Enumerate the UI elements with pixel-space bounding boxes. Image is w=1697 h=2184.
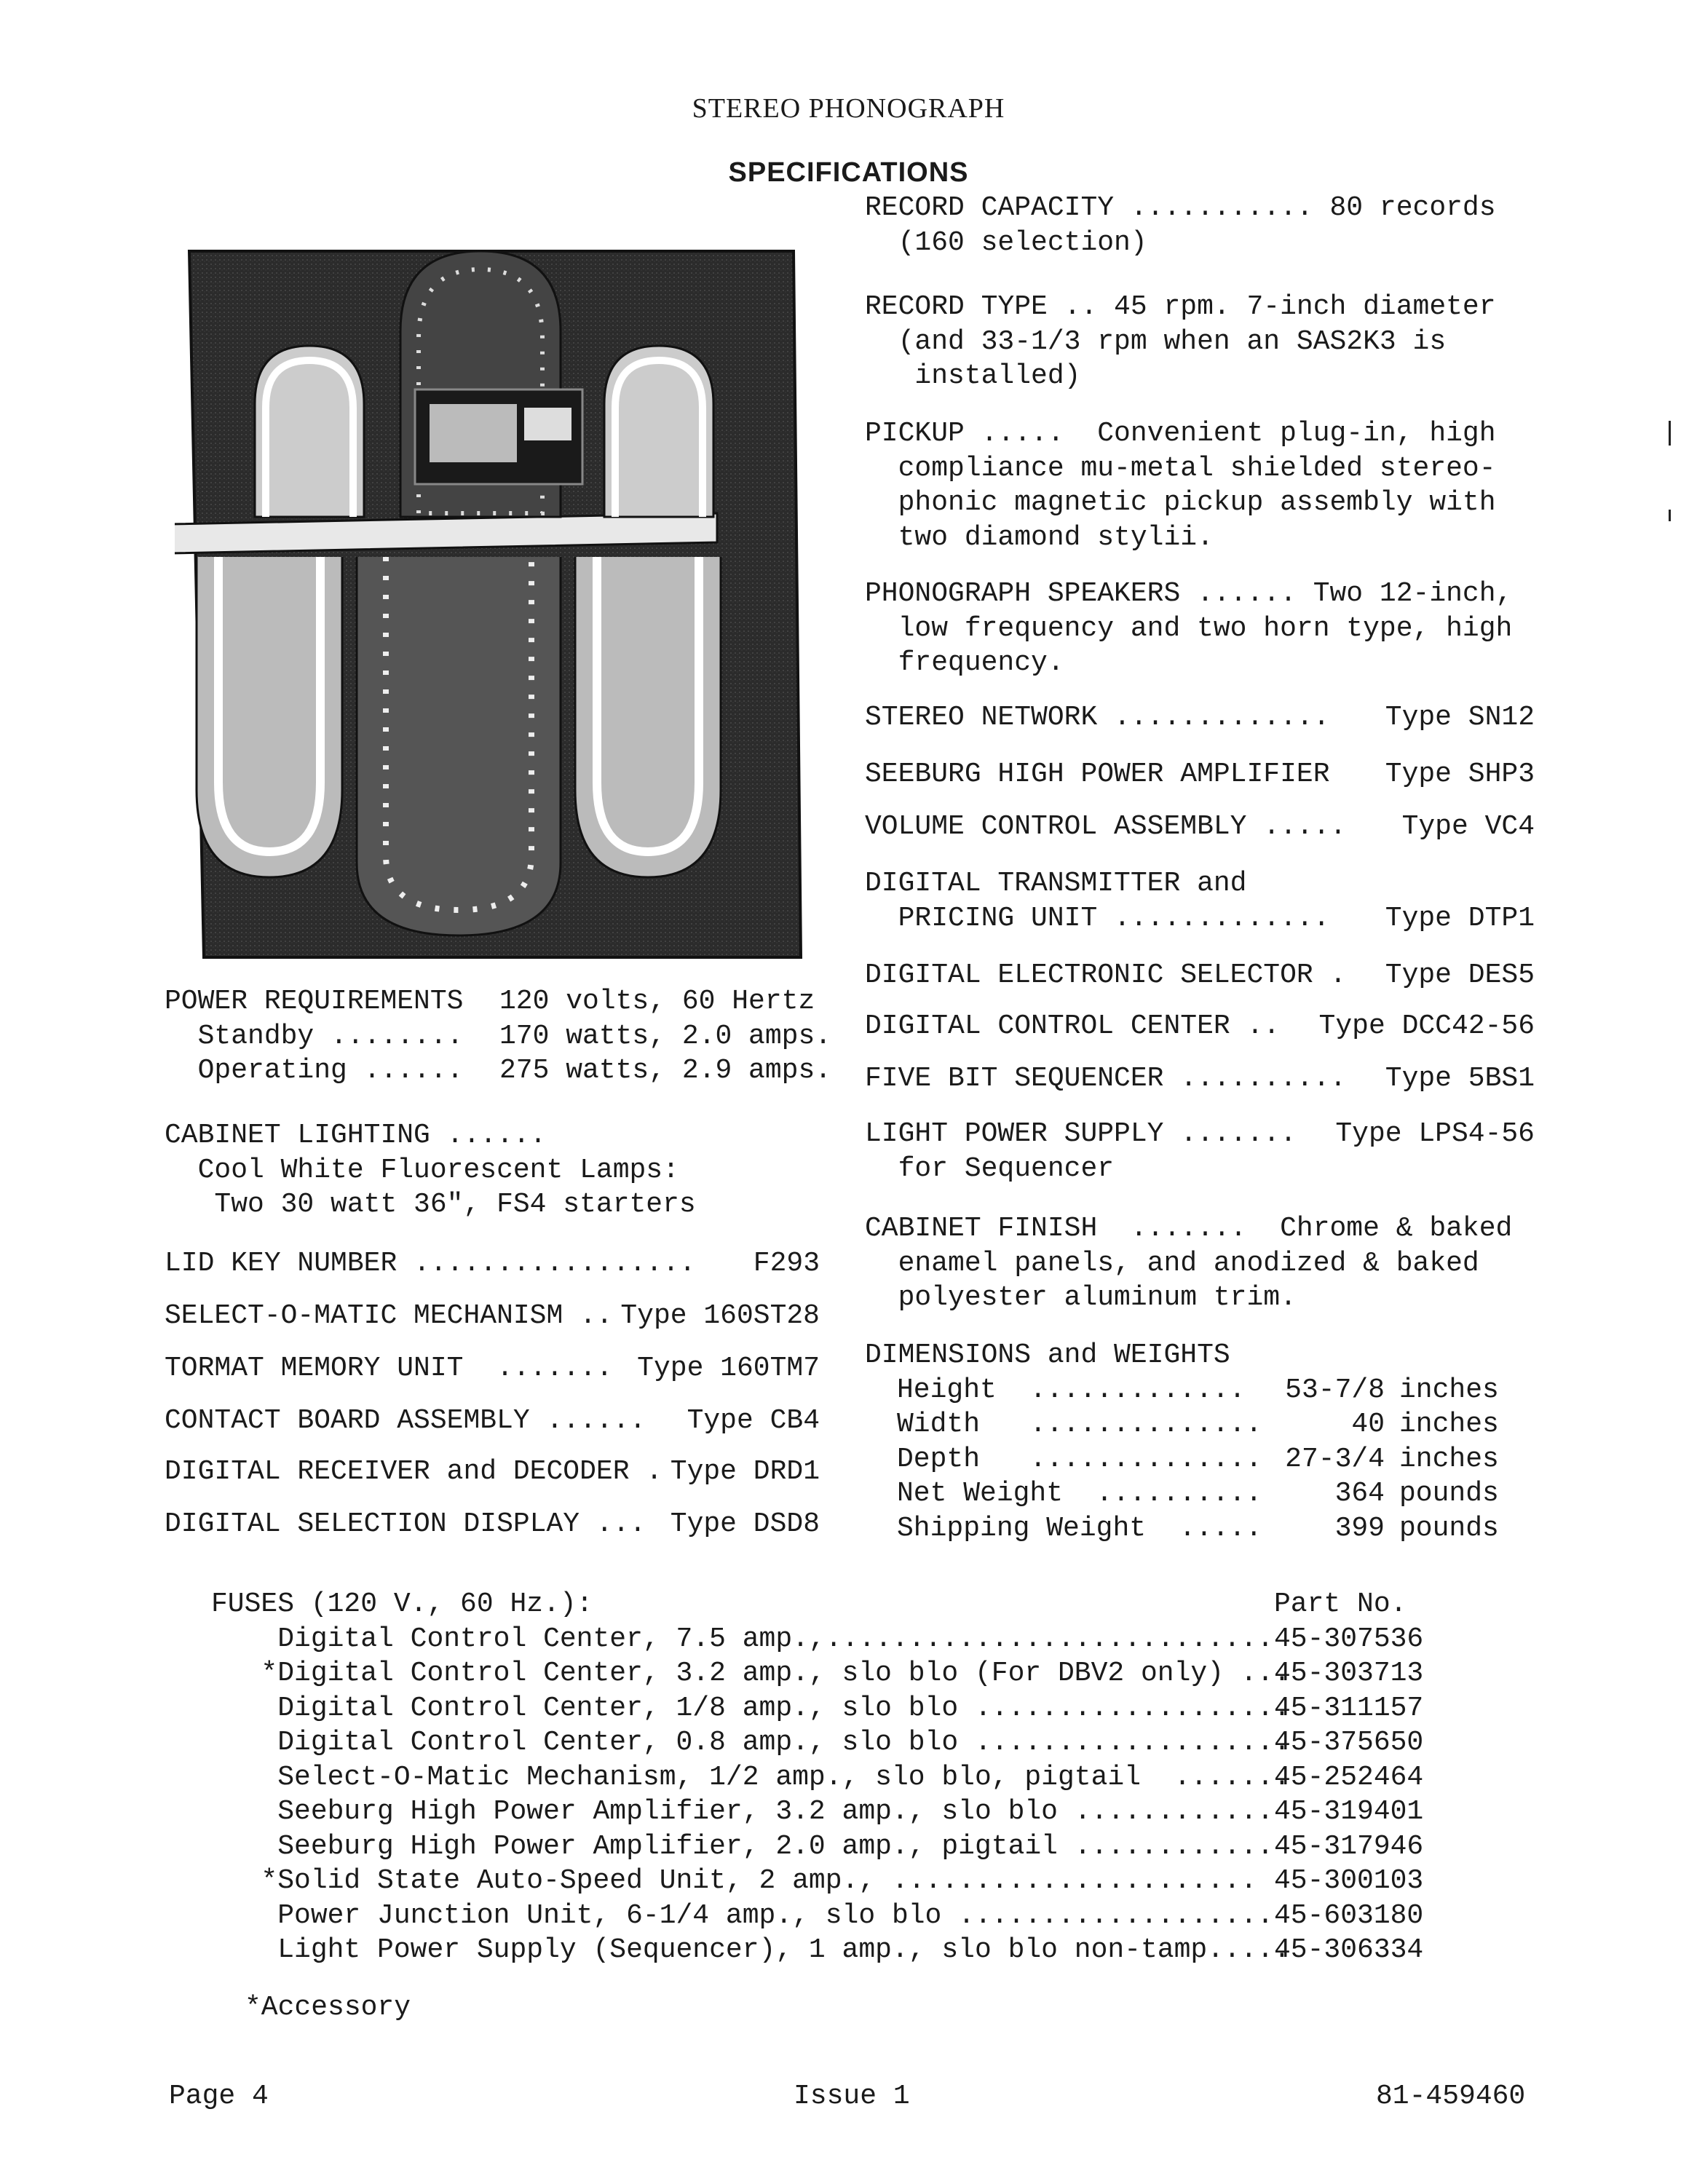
fuse-description: Digital Control Center, 1/8 amp., slo blo ...................	[211, 1692, 1291, 1724]
record-type-line-3: installed)	[865, 360, 1081, 392]
record-capacity-line-2: (160 selection)	[865, 226, 1147, 258]
light-supply-sub: for Sequencer	[865, 1152, 1115, 1184]
accessory-note: *Accessory	[245, 1992, 411, 2023]
dimension-row	[865, 1407, 1535, 1442]
spec-dimensions	[865, 1338, 1535, 1546]
control-center-label: DIGITAL CONTROL CENTER ..	[865, 1010, 1281, 1042]
receiver-label: DIGITAL RECEIVER and DECODER .	[165, 1456, 663, 1487]
record-type-line-2: (and 33-1/3 rpm when an SAS2K3 is	[865, 325, 1447, 357]
speakers-line-2: low frequency and two horn type, high	[865, 612, 1513, 644]
fuse-description: Select-O-Matic Mechanism, 1/2 amp., slo blo, pigtail .......	[211, 1761, 1291, 1793]
dimension-value: 53-7/8	[1285, 1374, 1385, 1406]
finish-line-2: enamel panels, and anodized & baked	[865, 1247, 1479, 1279]
transmitter-line-1: DIGITAL TRANSMITTER and	[865, 868, 1247, 899]
footer-issue: Issue 1	[794, 2081, 910, 2112]
lid-key-label: LID KEY NUMBER .................	[165, 1248, 696, 1279]
fuse-row	[211, 1760, 1492, 1795]
record-capacity-line-1: RECORD CAPACITY ........... 80 records	[865, 192, 1496, 223]
spec-tormat	[165, 1351, 820, 1386]
select-o-matic-value: Type 160ST28	[620, 1300, 820, 1332]
dimension-value: 27-3/4	[1285, 1443, 1385, 1475]
scan-mark	[1669, 510, 1671, 521]
fuse-row	[211, 1691, 1492, 1726]
pickup-line-1: PICKUP ..... Convenient plug-in, high	[865, 418, 1496, 449]
spec-light-supply	[865, 1117, 1535, 1186]
spec-display	[165, 1507, 820, 1542]
spec-finish	[865, 1211, 1535, 1315]
speakers-line-3: frequency.	[865, 647, 1064, 678]
dimension-label: Depth ..............	[897, 1443, 1262, 1475]
operating-label: Operating ......	[165, 1055, 464, 1086]
amplifier-value: Type SHP3	[1385, 759, 1535, 790]
contact-board-value: Type CB4	[687, 1405, 820, 1436]
speakers-line-1: PHONOGRAPH SPEAKERS ...... Two 12-inch,	[865, 578, 1513, 609]
part-number-header: Part No.	[1274, 1588, 1407, 1620]
selector-value: Type DES5	[1385, 960, 1535, 991]
fuse-part-number: 45-311157	[1274, 1692, 1424, 1724]
fuse-row	[211, 1795, 1492, 1829]
spec-speakers	[865, 577, 1535, 681]
amplifier-label: SEEBURG HIGH POWER AMPLIFIER	[865, 759, 1330, 790]
display-value: Type DSD8	[670, 1508, 820, 1540]
spec-record-capacity	[865, 191, 1535, 260]
tormat-value: Type 160TM7	[637, 1353, 820, 1384]
spec-lid-key	[165, 1246, 820, 1281]
dimension-unit: inches	[1399, 1374, 1499, 1406]
fuse-description: *Digital Control Center, 3.2 amp., slo blo (For DBV2 only) ...	[211, 1658, 1291, 1689]
pickup-line-3: phonic magnetic pickup assembly with	[865, 487, 1496, 518]
footer-page-number: Page 4	[169, 2081, 269, 2112]
fuse-row	[211, 1656, 1492, 1691]
spec-amplifier	[865, 757, 1535, 792]
dimension-value: 399	[1334, 1512, 1385, 1544]
spec-receiver	[165, 1455, 820, 1489]
fuse-row	[211, 1864, 1492, 1899]
fuse-row	[211, 1725, 1492, 1760]
power-row	[165, 984, 842, 1019]
dimension-label: Shipping Weight .....	[897, 1512, 1262, 1544]
dimension-row	[865, 1442, 1535, 1477]
dimension-label: Width ..............	[897, 1409, 1262, 1440]
section-title: SPECIFICATIONS	[728, 157, 969, 188]
fuse-row	[211, 1829, 1492, 1864]
standby-label: Standby ........	[165, 1020, 464, 1052]
scan-mark	[1669, 421, 1671, 446]
selector-label: DIGITAL ELECTRONIC SELECTOR .	[865, 960, 1347, 991]
select-o-matic-label: SELECT-O-MATIC MECHANISM ..	[165, 1300, 613, 1332]
fuse-description: Seeburg High Power Amplifier, 3.2 amp., slo blo ............	[211, 1796, 1274, 1827]
fuse-part-number: 45-300103	[1274, 1865, 1424, 1896]
tormat-label: TORMAT MEMORY UNIT .......	[165, 1353, 613, 1384]
spec-power	[165, 984, 842, 1088]
dimensions-title: DIMENSIONS and WEIGHTS	[865, 1340, 1230, 1371]
fuse-row	[211, 1622, 1492, 1657]
volume-value: Type VC4	[1401, 811, 1535, 842]
jukebox-drawing	[175, 237, 815, 968]
fuses-header-row	[211, 1587, 1492, 1622]
spec-contact-board	[165, 1404, 820, 1439]
spec-lighting	[165, 1118, 827, 1222]
fuse-description: Digital Control Center, 7.5 amp.,...........................	[211, 1623, 1274, 1655]
contact-board-label: CONTACT BOARD ASSEMBLY ......	[165, 1405, 646, 1436]
power-label: POWER REQUIREMENTS	[165, 986, 464, 1017]
lighting-line-2: Cool White Fluorescent Lamps:	[165, 1154, 679, 1186]
fuse-description: Digital Control Center, 0.8 amp., slo blo ...................	[211, 1727, 1291, 1758]
transmitter-label: PRICING UNIT .............	[865, 902, 1330, 934]
spec-stereo-network	[865, 700, 1535, 735]
spec-pickup	[865, 416, 1535, 555]
spec-sequencer	[865, 1061, 1535, 1096]
spec-volume	[865, 810, 1535, 844]
transmitter-value: Type DTP1	[1385, 902, 1535, 934]
lid-key-value: F293	[753, 1248, 820, 1279]
lighting-line-1: CABINET LIGHTING ......	[165, 1120, 547, 1151]
spec-transmitter	[865, 866, 1535, 935]
dimension-label: Net Weight ..........	[897, 1478, 1262, 1509]
dimension-unit: pounds	[1399, 1512, 1499, 1544]
fuse-row	[211, 1933, 1492, 1968]
standby-row	[165, 1019, 842, 1054]
fuses-title: FUSES (120 V., 60 Hz.):	[211, 1588, 593, 1620]
operating-value: 275 watts, 2.9 amps.	[499, 1055, 832, 1086]
fuse-description: Power Junction Unit, 6-1/4 amp., slo blo ...................	[211, 1899, 1274, 1931]
fuses-table	[211, 1587, 1492, 1968]
receiver-value: Type DRD1	[670, 1456, 820, 1487]
volume-label: VOLUME CONTROL ASSEMBLY .....	[865, 811, 1347, 842]
pickup-line-2: compliance mu-metal shielded stereo-	[865, 452, 1496, 484]
finish-line-1: CABINET FINISH ....... Chrome & baked	[865, 1213, 1513, 1244]
stereo-network-value: Type SN12	[1385, 702, 1535, 733]
record-type-line-1: RECORD TYPE .. 45 rpm. 7-inch diameter	[865, 291, 1496, 323]
pickup-line-4: two diamond stylii.	[865, 521, 1214, 553]
footer-document-number: 81-459460	[1376, 2081, 1526, 2112]
dimension-unit: inches	[1399, 1409, 1499, 1440]
spec-record-type	[865, 290, 1535, 394]
fuse-row	[211, 1899, 1492, 1934]
fuse-part-number: 45-252464	[1274, 1761, 1424, 1793]
document-header: STEREO PHONOGRAPH	[692, 93, 1005, 124]
fuse-description: Seeburg High Power Amplifier, 2.0 amp., pigtail ............	[211, 1830, 1274, 1862]
fuse-part-number: 45-303713	[1274, 1658, 1424, 1689]
stereo-network-label: STEREO NETWORK .............	[865, 702, 1330, 733]
dimension-row	[865, 1476, 1535, 1511]
dimension-value: 364	[1334, 1478, 1385, 1509]
sequencer-value: Type 5BS1	[1385, 1063, 1535, 1094]
fuse-description: Light Power Supply (Sequencer), 1 amp., slo blo non-tamp.....	[211, 1934, 1291, 1966]
light-supply-value: Type LPS4-56	[1335, 1118, 1535, 1150]
fuse-part-number: 45-375650	[1274, 1727, 1424, 1758]
fuse-part-number: 45-317946	[1274, 1830, 1424, 1862]
control-center-value: Type DCC42-56	[1318, 1010, 1535, 1042]
standby-value: 170 watts, 2.0 amps.	[499, 1020, 832, 1052]
fuse-part-number: 45-307536	[1274, 1623, 1424, 1655]
fuse-part-number: 45-603180	[1274, 1899, 1424, 1931]
lighting-line-3: Two 30 watt 36", FS4 starters	[165, 1189, 696, 1220]
fuse-part-number: 45-306334	[1274, 1934, 1424, 1966]
fuse-part-number: 45-319401	[1274, 1796, 1424, 1827]
dimension-value: 40	[1351, 1409, 1385, 1440]
light-supply-label: LIGHT POWER SUPPLY .......	[865, 1118, 1297, 1150]
power-value: 120 volts, 60 Hertz	[499, 986, 815, 1017]
spec-control-center	[865, 1009, 1535, 1044]
display-label: DIGITAL SELECTION DISPLAY ...	[165, 1508, 646, 1540]
spec-selector	[865, 958, 1535, 993]
finish-line-3: polyester aluminum trim.	[865, 1282, 1297, 1313]
dimension-unit: inches	[1399, 1443, 1499, 1475]
sequencer-label: FIVE BIT SEQUENCER ..........	[865, 1063, 1347, 1094]
light-supply-line	[865, 1117, 1535, 1152]
dimension-label: Height .............	[897, 1374, 1246, 1406]
dimension-row	[865, 1373, 1535, 1408]
spec-select-o-matic	[165, 1299, 820, 1334]
operating-row	[165, 1053, 842, 1088]
jukebox-illustration	[175, 237, 815, 968]
fuse-description: *Solid State Auto-Speed Unit, 2 amp., ......................	[211, 1865, 1257, 1896]
dimension-row	[865, 1511, 1535, 1546]
dimension-unit: pounds	[1399, 1478, 1499, 1509]
transmitter-line-2	[865, 901, 1535, 936]
